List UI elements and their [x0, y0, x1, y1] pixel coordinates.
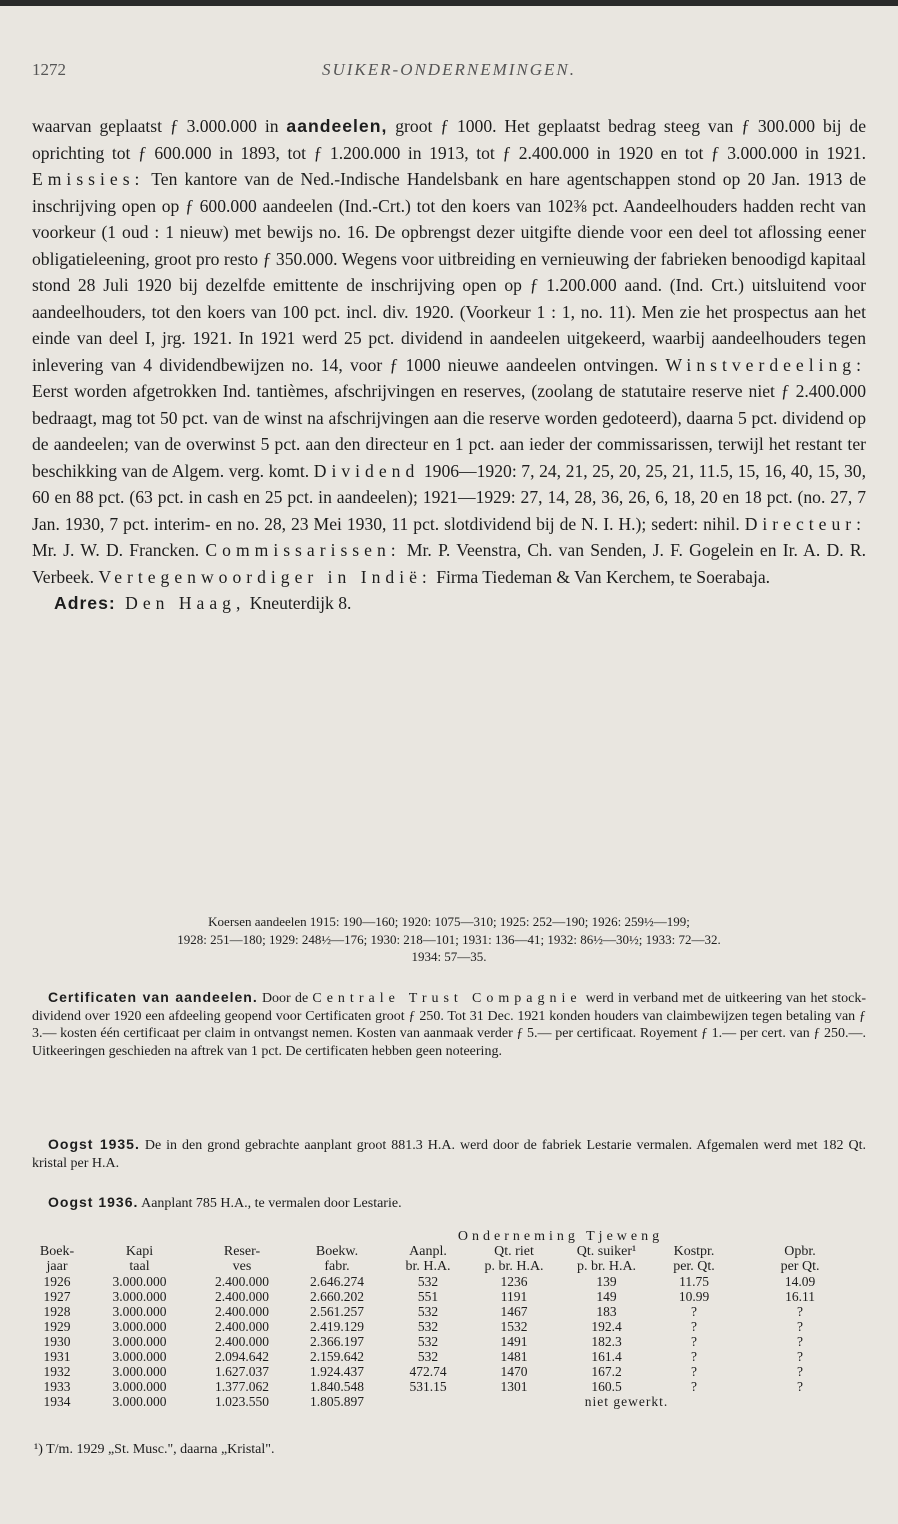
- commissarissen-label: Commissarissen:: [205, 540, 401, 560]
- table-cell: 167.2: [591, 1364, 622, 1379]
- page-header: [32, 60, 866, 84]
- certificaten-section: Certificaten van aandeelen. Door de Centrale Trust Compagnie werd in verband met de uitkeering van het stock-dividend over 1920 een afdeeling geopend voor Certificaten groot ƒ 250. Tot 31 Dec. 1921 konden houders van claimbewijzen tegen betaling van ƒ 3.— kosten één certificaat per claim in ontvangst nemen. Kosten van aanmaak verder ƒ 5.— per certificaat. Royement ƒ 1.— per cert. van ƒ 250.—. Uitkeeringen geschieden na aftrek van 1 pct. De certificaten hebben geen noteering.: [32, 989, 866, 1059]
- table-cell: 1933: [43, 1379, 71, 1394]
- oogst-1936-section: Oogst 1936. Aanplant 785 H.A., te vermalen door Lestarie.: [48, 1194, 402, 1211]
- table-cell: 182.3: [591, 1334, 622, 1349]
- table-cell: 2.400.000: [215, 1304, 269, 1319]
- trust-name: Centrale Trust Compagnie: [312, 991, 582, 1006]
- table-cell: ?: [797, 1379, 804, 1394]
- address-line: [32, 590, 866, 617]
- table-cell: 1481: [500, 1349, 528, 1364]
- table-cell: ?: [797, 1304, 804, 1319]
- table-row: [32, 1364, 866, 1379]
- table-cell: 2.660.202: [310, 1289, 364, 1304]
- table-cell: 11.75: [679, 1274, 709, 1289]
- table-cell: 3.000.000: [112, 1319, 167, 1334]
- table-cell: 139: [596, 1274, 617, 1289]
- dividend-label: Dividend: [313, 460, 420, 481]
- table-cell: ?: [797, 1334, 804, 1349]
- oogst-1935-label: Oogst 1935.: [48, 1136, 140, 1152]
- table-cell: 2.646.274: [310, 1274, 364, 1289]
- table-cell: 1.924.437: [310, 1364, 364, 1379]
- table-cell: 2.400.000: [215, 1289, 269, 1304]
- table-cell: 2.400.000: [215, 1274, 269, 1289]
- table-cell: 1491: [500, 1334, 528, 1349]
- table-cell: ?: [691, 1319, 698, 1334]
- table-cell: 1.840.548: [310, 1379, 364, 1394]
- table-row: [32, 1274, 866, 1289]
- group-header: Onderneming Tjeweng: [457, 1229, 664, 1244]
- table-cell: 10.99: [678, 1289, 710, 1304]
- top-edge: [0, 0, 898, 6]
- table-cell: 1931: [43, 1349, 71, 1364]
- table-cell: 532: [417, 1274, 439, 1289]
- vertegenwoordiger-label: Vertegenwoordiger in Indië:: [98, 566, 432, 587]
- table-cell: 551: [417, 1289, 439, 1304]
- table-row: [32, 1334, 866, 1349]
- table-cell: 1926: [43, 1274, 71, 1289]
- table-cell: 472.74: [409, 1364, 447, 1379]
- table-cell: 2.159.642: [310, 1349, 364, 1364]
- adres-street: Kneuterdijk 8.: [245, 593, 352, 613]
- table-cell: ?: [797, 1364, 804, 1379]
- table-cell: 532: [417, 1319, 439, 1334]
- oogst-1936-label: Oogst 1936.: [48, 1194, 139, 1210]
- table-cell: 3.000.000: [112, 1289, 167, 1304]
- table-cell: 1467: [500, 1304, 528, 1319]
- table-row: [32, 1289, 866, 1304]
- table-group-header-row: [32, 1229, 866, 1244]
- table-cell: 3.000.000: [112, 1274, 167, 1289]
- table-header-row-2: jaar taal ves fabr. br. H.A. p. br. H.A. p. br. H.A. per. Qt. per Qt.: [46, 1259, 820, 1274]
- table-cell: 1191: [500, 1289, 528, 1304]
- table-cell: 2.561.257: [310, 1304, 364, 1319]
- winstverdeeling-label: Winstverdeeling:: [665, 354, 866, 375]
- oogst-1935-section: Oogst 1935. De in den grond gebrachte aanplant groot 881.3 H.A. werd door de fabriek Lestarie vermalen. Afgemalen werd met 182 Qt. kristal per H.A.: [32, 1136, 866, 1171]
- table-cell: 532: [417, 1349, 439, 1364]
- table-cell: 183: [596, 1304, 617, 1319]
- table-cell: 2.400.000: [215, 1334, 269, 1349]
- table-cell: 3.000.000: [112, 1364, 167, 1379]
- table-body: [32, 1274, 866, 1394]
- main-text: [32, 113, 866, 617]
- table-cell: 2.094.642: [215, 1349, 269, 1364]
- table-cell: 1301: [500, 1379, 528, 1394]
- table-cell: 2.419.129: [310, 1319, 364, 1334]
- page-number: 1272: [32, 60, 66, 79]
- table-row: 1934 3.000.000 1.023.550 1.805.897 niet gewerkt.: [32, 1394, 866, 1409]
- table-cell: ?: [691, 1349, 698, 1364]
- table-cell: ?: [691, 1364, 698, 1379]
- table-cell: 2.400.000: [215, 1319, 269, 1334]
- table-cell: 1.627.037: [215, 1364, 269, 1379]
- table-cell: 532: [417, 1334, 439, 1349]
- table-cell: ?: [797, 1349, 804, 1364]
- certificaten-label: Certificaten van aandeelen.: [48, 989, 258, 1005]
- table-cell: 1932: [43, 1364, 71, 1379]
- table-cell: 1.377.062: [215, 1379, 269, 1394]
- table-cell: 531.15: [409, 1379, 447, 1394]
- table-cell: 14.09: [784, 1274, 816, 1289]
- table-cell: ?: [691, 1304, 698, 1319]
- table-cell: 149: [596, 1289, 617, 1304]
- table-cell: 161.4: [591, 1349, 622, 1364]
- table-cell: 1929: [43, 1319, 71, 1334]
- running-title: SUIKER-ONDERNEMINGEN.: [321, 60, 576, 79]
- table-cell: 1532: [500, 1319, 528, 1334]
- koersen-block: Koersen aandeelen 1915: 190—160; 1920: 1075—310; 1925: 252—190; 1926: 259½—199; 1928: 251—180; 1929: 248½—176; 1930: 218—101; 1931: 136—41; 1932: 86½—30½; 1933: 72—32. 1934: 57—35.: [177, 914, 721, 964]
- table-cell: 1927: [43, 1289, 71, 1304]
- emissies-label: Emissies:: [32, 169, 145, 189]
- table-cell: ?: [691, 1379, 698, 1394]
- financial-table: [32, 1229, 866, 1409]
- not-worked-note: niet gewerkt.: [584, 1394, 669, 1409]
- table-row: [32, 1349, 866, 1364]
- directeur-label: Directeur:: [744, 513, 866, 534]
- table-cell: 3.000.000: [112, 1304, 167, 1319]
- table-cell: 3.000.000: [112, 1334, 167, 1349]
- table-cell: ?: [691, 1334, 698, 1349]
- table-cell: 1928: [43, 1304, 71, 1319]
- company-paragraph: waarvan geplaatst ƒ 3.000.000 in aandeelen, groot ƒ 1000. Het geplaatst bedrag steeg van ƒ 300.000 bij de oprichting tot ƒ 600.000 in 1893, tot ƒ 1.200.000 in 1913, tot ƒ 2.400.000 in 1920 en tot ƒ 3.000.000 in 1921. Emissies: Ten kantore van de Ned.-Indische Handelsbank en hare agentschappen stond op 20 Jan. 1913 de inschrijving open op ƒ 600.000 aandeelen (Ind.-Crt.) tot den koers van 102⅜ pct. Aandeelhouders hadden recht van voorkeur (1 oud : 1 nieuw) met bewijs no. 16. De opbrengst dezer uitgifte diende voor een deel tot aflossing eener obligatieleening, groot pro resto ƒ 350.000. Wegens voor uitbreiding en vernieuwing der fabrieken benoodigd kapitaal stond 28 Juli 1920 bij dezelfde emittente de inschrijving open op ƒ 1.200.000 aand. (Ind. Crt.) uitsluitend voor aandeelhouders, tot den koers van 100 pct. incl. div. 1920. (Voorkeur 1 : 1, no. 11). Men zie het prospectus aan het einde van deel I, jrg. 1921. In 1921 werd 25 pct. dividend in aandeelen uitgekeerd, waarbij aandeelhouders tegen inlevering van 4 dividendbewijzen no. 14, voor ƒ 1000 nieuwe aandeelen ontvingen. Winstverdeeling: Eerst worden afgetrokken Ind. tantièmes, afschrijvingen en reserves, (zoolang de statutaire reserve niet ƒ 2.400.000 bedraagt, mag tot 50 pct. van de winst na afschrijvingen aan die reserve worden gedoteerd), daarna 5 pct. dividend op de aandeelen; van de overwinst 5 pct. aan den directeur en 1 pct. aan ieder der commissarissen, terwijl het restant ter beschikking van de Algem. verg. komt. Dividend 1906—1920: 7, 24, 21, 25, 20, 25, 21, 11.5, 15, 16, 40, 15, 30, 60 en 88 pct. (63 pct. in cash en 25 pct. in aandeelen); 1921—1929: 27, 14, 28, 36, 26, 6, 18, 20 en 18 pct. (no. 27, 7 Jan. 1930, 7 pct. interim- en no. 28, 23 Mei 1930, 11 pct. slotdividend bij de N. I. H.); sedert: nihil. Directeur: Mr. J. W. D. Francken. Commissarissen: Mr. P. Veenstra, Ch. van Senden, J. F. Gogelein en Ir. A. D. R. Verbeek. Vertegenwoordiger in Indië: Firma Tiedeman & Van Kerchem, te Soerabaja.: [32, 116, 867, 587]
- table-row: [32, 1379, 866, 1394]
- footnote: ¹) T/m. 1929 „St. Musc.", daarna „Kristal".: [34, 1442, 275, 1457]
- table-cell: 1930: [43, 1334, 71, 1349]
- table-cell: 1470: [500, 1364, 528, 1379]
- aandeelen-bold: aandeelen,: [286, 116, 388, 136]
- table-cell: ?: [797, 1319, 804, 1334]
- adres-label: Adres:: [54, 593, 116, 613]
- table-cell: 16.11: [785, 1289, 815, 1304]
- table-header-row-1: Boek- Kapi Reser- Boekw. Aanpl. Qt. riet Qt. suiker¹ Kostpr. Opbr.: [39, 1244, 816, 1259]
- table-cell: 3.000.000: [112, 1379, 167, 1394]
- table-row: [32, 1304, 866, 1319]
- table-row: [32, 1319, 866, 1334]
- table-cell: 3.000.000: [112, 1349, 167, 1364]
- table-cell: 532: [417, 1304, 439, 1319]
- table-cell: 1236: [500, 1274, 528, 1289]
- table-cell: 192.4: [591, 1319, 622, 1334]
- table-cell: 160.5: [591, 1379, 622, 1394]
- adres-city: Den Haag,: [115, 593, 246, 613]
- table-cell: 2.366.197: [310, 1334, 364, 1349]
